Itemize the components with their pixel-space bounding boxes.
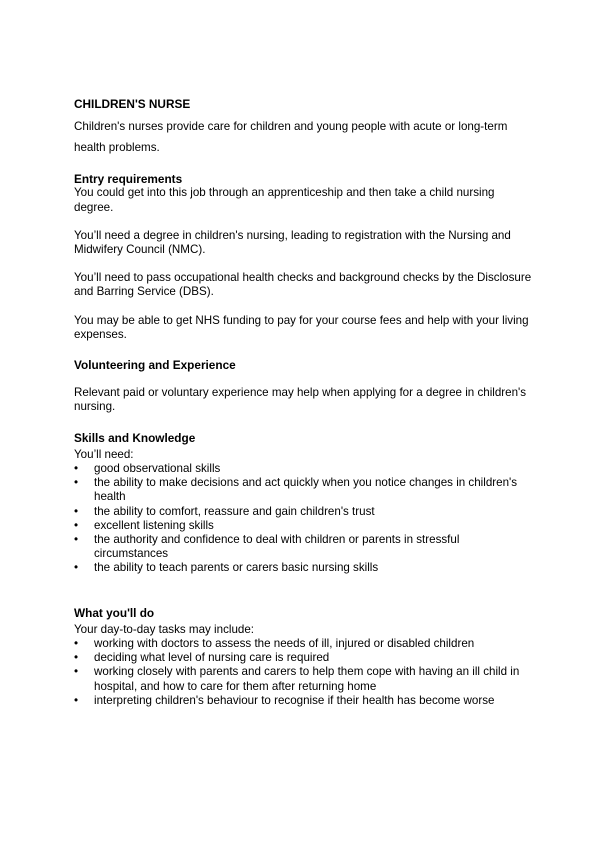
list-item: • interpreting children's behaviour to recognise if their health has become worse	[74, 693, 495, 707]
bullet: •	[74, 504, 79, 518]
entry-paragraph: You’ll need to pass occupational health checks and background checks by the Disclosure and Barring Service (DBS).	[74, 271, 532, 299]
bullet: •	[74, 476, 79, 490]
list-item: • deciding what level of nursing care is required	[74, 651, 330, 665]
skills-lead: You’ll need:	[74, 447, 134, 461]
bullet: •	[74, 665, 79, 679]
what-youll-do-heading: What you'll do	[74, 605, 155, 620]
entry-paragraph: You may be able to get NHS funding to pay for your course fees and help with your living expenses.	[74, 313, 529, 341]
bullet: •	[74, 462, 79, 476]
entry-paragraph: You’ll need a degree in children's nursing, leading to registration with the Nursing and Midwifery Council (NMC).	[74, 228, 511, 257]
bullet: •	[74, 693, 79, 707]
list-item: • working closely with parents and carers to help them cope with having an ill child in hospital, and how to care for them after returning home	[74, 665, 520, 693]
entry-requirements-heading: Entry requirements	[74, 172, 183, 187]
list-item: • the authority and confidence to deal with children or parents in stressful circumstances	[74, 533, 460, 561]
volunteering-paragraph: Relevant paid or voluntary experience may help when applying for a degree in children's nursing.	[74, 386, 527, 414]
list-item: • good observational skills	[74, 462, 221, 476]
list-item: • the ability to make decisions and act quickly when you notice changes in children's health	[74, 476, 518, 504]
bullet: •	[74, 637, 79, 651]
bullet: •	[74, 561, 79, 575]
skills-list	[74, 462, 534, 576]
volunteering-heading: Volunteering and Experience	[74, 358, 236, 373]
document-page	[74, 97, 534, 708]
list-item: • the ability to comfort, reassure and gain children's trust	[74, 504, 375, 518]
bullet: •	[74, 651, 79, 665]
list-item: • the ability to teach parents or carers basic nursing skills	[74, 561, 379, 575]
entry-paragraph: You could get into this job through an apprenticeship and then take a child nursing degree.	[74, 186, 495, 214]
skills-heading: Skills and Knowledge	[74, 430, 196, 445]
bullet: •	[74, 518, 79, 532]
list-item: • excellent listening skills	[74, 518, 214, 532]
work-lead: Your day-to-day tasks may include:	[74, 622, 255, 636]
page-title: CHILDREN'S NURSE	[74, 97, 191, 111]
intro-paragraph: Children's nurses provide care for children and young people with acute or long-term health problems.	[74, 120, 508, 155]
list-item: • working with doctors to assess the needs of ill, injured or disabled children	[74, 637, 475, 651]
bullet: •	[74, 533, 79, 547]
work-list	[74, 637, 534, 708]
